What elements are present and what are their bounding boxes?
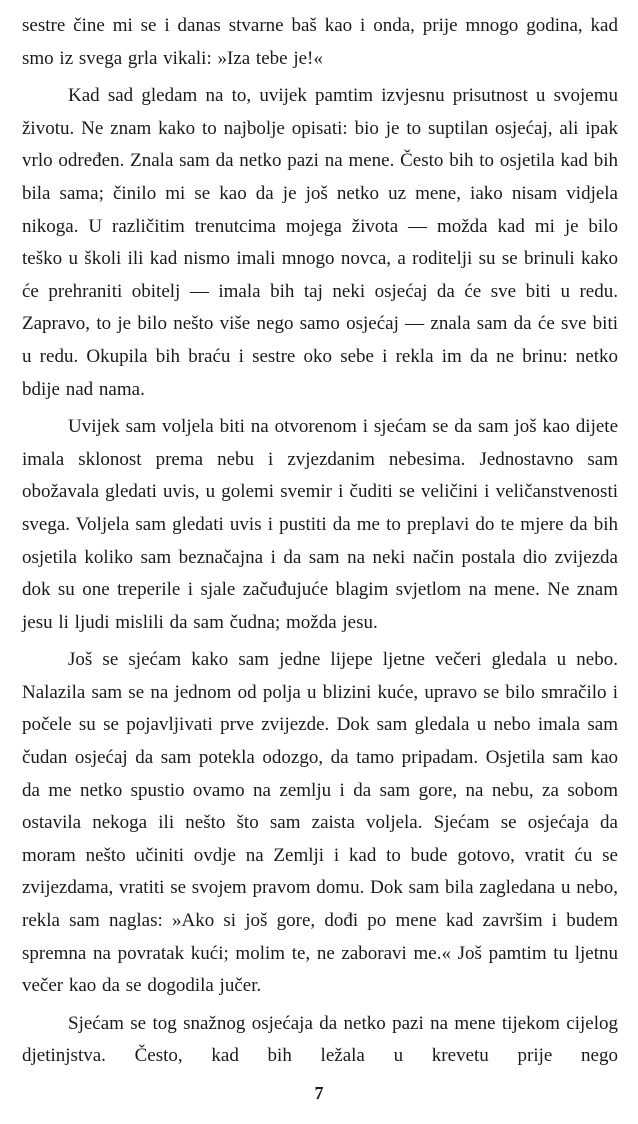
paragraph-presence: Kad sad gledam na to, uvijek pamtim izvjesnu prisutnost u svojemu životu. Ne znam kako to najbolje opisati: bio je to suptilan osjećaj, ali ipak vrlo određen. Znala sam da netko pazi na mene. Često bih to osjetila kad bih bila sama; činilo mi se kao da je još netko uz mene, iako nisam vidjela nikoga. U različitim trenutcima mojega života — možda kad mi je bilo teško u školi ili kad nismo imali mnogo novca, a roditelji su se brinuli kako će prehraniti obitelj — imala bih taj neki osjećaj da će sve biti u redu. Zapravo, to je bilo nešto više nego samo osjećaj — znala sam da će sve biti u redu. Okupila bih braću i sestre oko sebe i rekla im da ne brinu: netko bdije nad nama.	[22, 85, 618, 400]
paragraph-sky: Uvijek sam voljela biti na otvorenom i sjećam se da sam još kao dijete imala sklonost prema nebu i zvjezdanim nebesima. Jednostavno sam obožavala gledati uvis, u golemi svemir i čuditi se veličini i veličanstvenosti svega. Voljela sam gledati uvis i pustiti da me to preplavi do te mjere da bih osjetila koliko sam beznačajna i da sam na neki način postala dio zvijezda dok su one treperile i sjale začuđujuće blagim svjetlom na mene. Ne znam jesu li ljudi mislili da sam čudna; možda jesu.	[22, 416, 618, 633]
book-page	[22, 10, 618, 1073]
paragraph-continuation: sestre čine mi se i danas stvarne baš kao i onda, prije mnogo godina, kad smo iz svega grla vikali: »Iza tebe je!«	[22, 15, 618, 69]
paragraph-childhood: Sjećam se tog snažnog osjećaja da netko pazi na mene tijekom cijelog djetinjstva. Često, kad bih ležala u krevetu prije nego	[22, 1012, 618, 1067]
paragraph-summer-evening: Još se sjećam kako sam jedne lijepe ljetne večeri gledala u nebo. Nalazila sam se na jednom od polja u blizini kuće, upravo se bilo smračilo i počele su se pojavljivati prve zvijezde. Dok sam gledala u nebo imala sam čudan osjećaj da sam potekla odozgo, da tamo pripadam. Osjetila sam kao da me netko spustio ovamo na zemlju i da sam gore, na nebu, za sobom ostavila nekoga ili nešto što sam zaista voljela. Sjećam se osjećaja da moram nešto učiniti ovdje na Zemlji i kad to bude gotovo, vratit ću se zvijezdama, vratiti se svojem pravom domu. Dok sam bila zagledana u nebo, rekla sam naglas: »Ako si još gore, dođi po mene kad završim i budem spremna na povratak kući; molim te, ne zaboravi me.« Još pamtim tu ljetnu večer kao da se dogodila jučer.	[22, 649, 618, 997]
page-number: 7	[314, 1083, 324, 1103]
